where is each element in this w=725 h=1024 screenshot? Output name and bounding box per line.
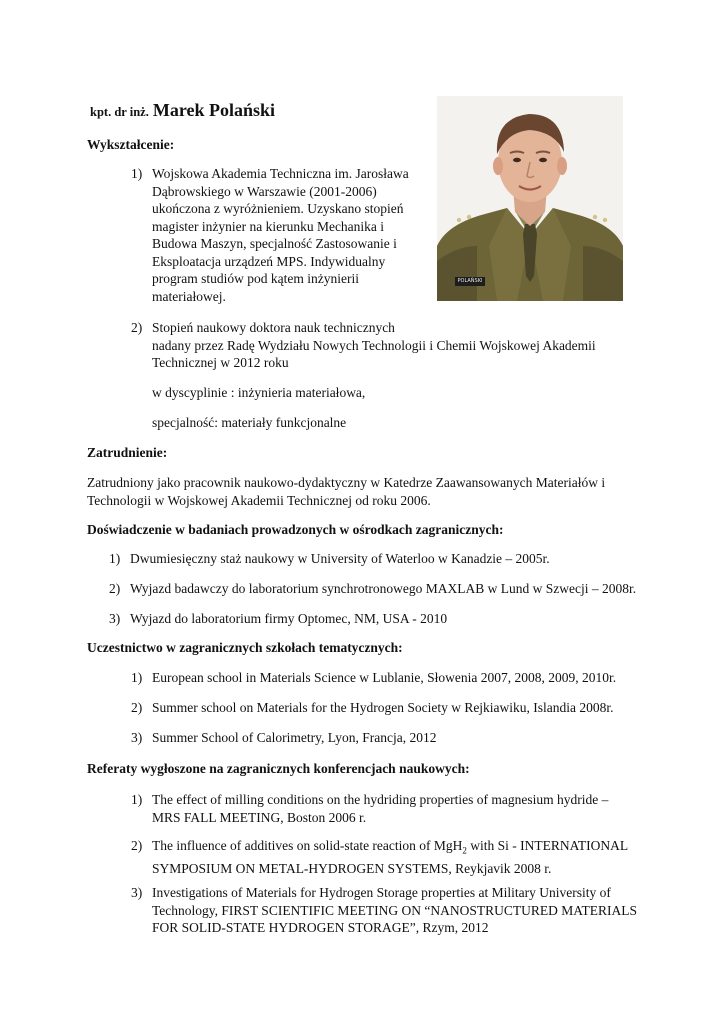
research-item-1-number: 1) — [109, 551, 121, 566]
talks-item-2-number: 2) — [131, 838, 143, 853]
education-item-1-line: Wojskowa Akademia Techniczna im. Jarosława — [152, 166, 409, 181]
talks-item-3-line: Investigations of Materials for Hydrogen Storage properties at Military University of — [152, 885, 611, 900]
education-item-2-number: 2) — [131, 320, 143, 335]
page-title — [90, 100, 275, 121]
education-item-2-line: Technicznej w 2012 roku — [152, 355, 289, 370]
education-discipline: w dyscyplinie : inżynieria materiałowa, — [152, 385, 366, 400]
education-item-1-line: materiałowej. — [152, 288, 226, 304]
education-item-2-line: nadany przez Radę Wydziału Nowych Technologii i Chemii Wojskowej Akademii — [152, 337, 596, 353]
research-item-3-number: 3) — [109, 611, 121, 626]
portrait-photo — [437, 96, 623, 301]
research-item-1: Dwumiesięczny staż naukowy w University of Waterloo w Kanadzie – 2005r. — [130, 551, 550, 566]
schools-item-1-number: 1) — [131, 670, 143, 685]
research-item-2: Wyjazd badawczy do laboratorium synchrotronowego MAXLAB w Lund w Szwecji – 2008r. — [130, 581, 637, 596]
academic-title: kpt. dr inż. — [90, 105, 149, 119]
education-item-2 — [152, 319, 596, 372]
education-item-1-line: Dąbrowskiego w Warszawie (2001-2006) — [152, 183, 377, 199]
talks-item-3-line: Technology, FIRST SCIENTIFIC MEETING ON “NANOSTRUCTURED MATERIALS — [152, 902, 638, 918]
talks-item-2-text: The influence of additives on solid-state reaction of MgH — [152, 838, 463, 853]
talks-item-1-line: The effect of milling conditions on the hydriding properties of magnesium hydride – — [152, 792, 609, 807]
research-item-2-number: 2) — [109, 581, 121, 596]
schools-item-2: Summer school on Materials for the Hydrogen Society w Rejkiawiku, Islandia 2008r. — [152, 700, 614, 715]
education-specialty: specjalność: materiały funkcjonalne — [152, 415, 347, 430]
research-item-3: Wyjazd do laboratorium firmy Optomec, NM, USA - 2010 — [130, 611, 448, 626]
education-heading: Wykształcenie: — [87, 137, 175, 152]
employment-line: Zatrudniony jako pracownik naukowo-dydaktyczny w Katedrze Zaawansowanych Materiałów i — [87, 475, 606, 490]
schools-item-3: Summer School of Calorimetry, Lyon, Francja, 2012 — [152, 730, 437, 745]
talks-item-2-line — [152, 837, 628, 860]
employment-heading: Zatrudnienie: — [87, 445, 168, 460]
name-tag: POLAŃSKI — [457, 278, 483, 284]
education-item-1-line: program studiów pod kątem inżynierii — [152, 271, 359, 286]
education-item-1-number: 1) — [131, 166, 143, 181]
talks-item-1 — [152, 791, 608, 826]
talks-item-2-subscript: 2 — [462, 845, 467, 856]
employment-text — [87, 474, 605, 509]
research-heading: Doświadczenie w badaniach prowadzonych w ośrodkach zagranicznych: — [87, 522, 504, 537]
talks-item-2-line: SYMPOSIUM ON METAL-HYDROGEN SYSTEMS, Reykjavik 2008 r. — [152, 861, 552, 877]
education-item-1 — [152, 165, 409, 305]
talks-item-2-text: with Si - INTERNATIONAL — [466, 838, 629, 853]
schools-heading: Uczestnictwo w zagranicznych szkołach tematycznych: — [87, 640, 403, 655]
schools-item-3-number: 3) — [131, 730, 143, 745]
education-item-1-line: ukończona z wyróżnieniem. Uzyskano stopień — [152, 201, 404, 216]
talks-item-3-line: FOR SOLID-STATE HYDROGEN STORAGE”, Rzym, 2012 — [152, 920, 489, 935]
education-item-2-line: Stopień naukowy doktora nauk technicznych — [152, 320, 395, 335]
employment-line: Technologii w Wojskowej Akademii Technicznej od roku 2006. — [87, 492, 431, 508]
education-item-1-line: Budowa Maszyn, specjalność Zastosowanie i — [152, 236, 397, 251]
talks-item-1-line: MRS FALL MEETING, Boston 2006 r. — [152, 809, 367, 825]
talks-item-2 — [152, 837, 628, 878]
talks-item-1-number: 1) — [131, 792, 143, 807]
education-item-1-line: magister inżynier na kierunku Mechanika i — [152, 218, 385, 234]
schools-item-1: European school in Materials Science w Lublanie, Słowenia 2007, 2008, 2009, 2010r. — [152, 670, 617, 685]
person-name: Marek Polański — [152, 100, 276, 120]
education-item-1-line: Eksploatacja urządzeń MPS. Indywidualny — [152, 253, 386, 269]
talks-item-3-number: 3) — [131, 885, 143, 900]
schools-item-2-number: 2) — [131, 700, 143, 715]
talks-item-3 — [152, 884, 637, 937]
talks-heading: Referaty wygłoszone na zagranicznych konferencjach naukowych: — [87, 761, 470, 776]
